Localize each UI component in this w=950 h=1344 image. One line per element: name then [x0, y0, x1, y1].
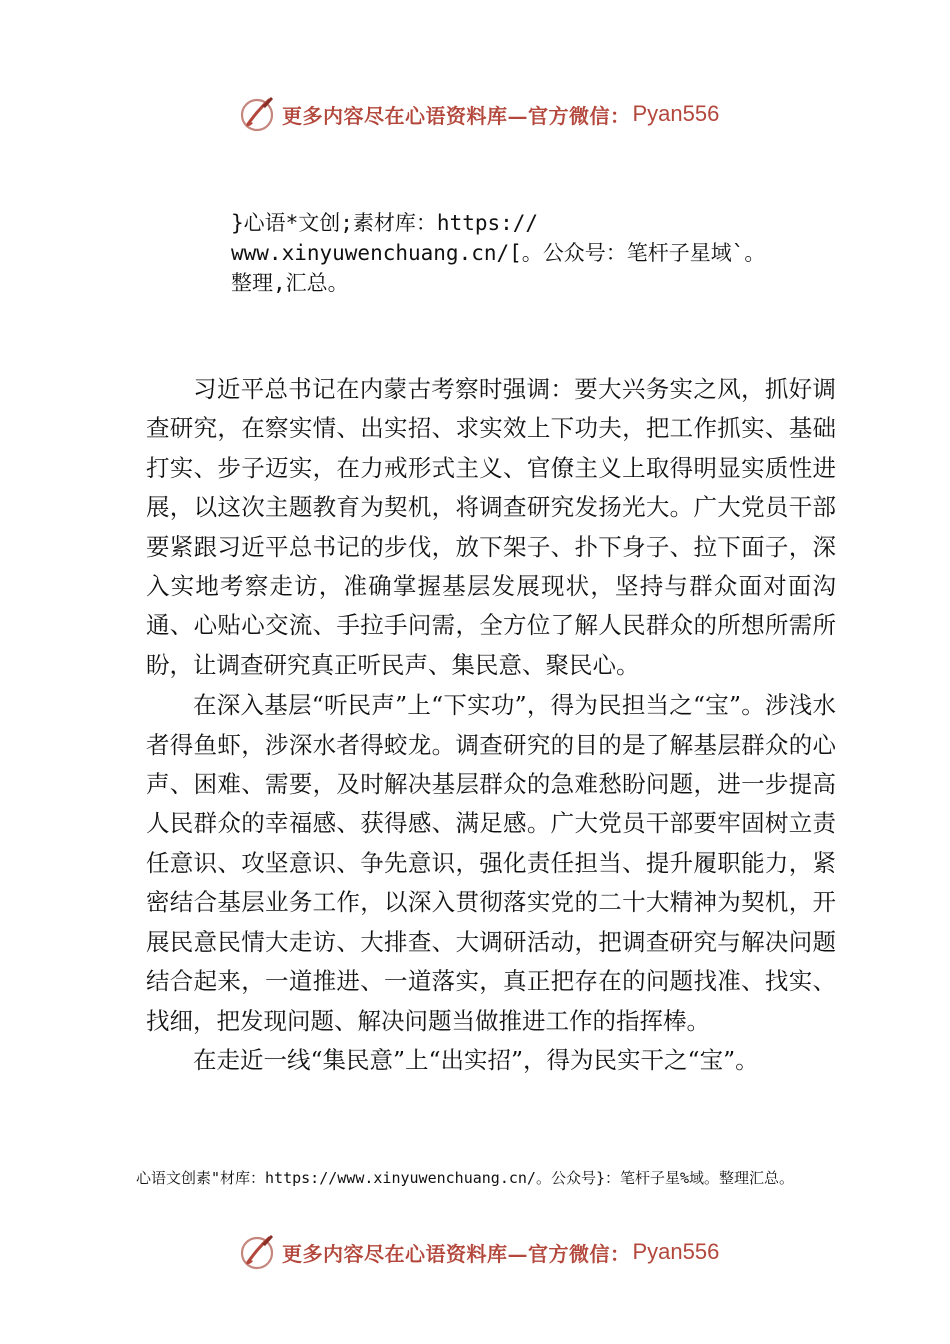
- banner-text: 更多内容尽在心语资料库—官方微信：: [282, 103, 631, 128]
- footer-banner: [238, 1230, 758, 1274]
- paragraph: 在走近一线“集民意”上“出实招”，得为民实干之“宝”。: [193, 1045, 759, 1074]
- brush-pen-logo-icon: [238, 94, 278, 134]
- wechat-id: Pyan556: [632, 101, 720, 126]
- source-note-line: www.xinyuwenchuang.cn/[。公众号：笔杆子星域`。: [231, 241, 766, 265]
- paragraph: 在深入基层“听民声”上“下实功”，得为民担当之“宝”。涉浅水者得鱼虾，涉深水者得蛟龙。调查研究的目的是了解基层群众的心声、困难、需要，及时解决基层群众的急难愁盼问题，进一步提高人民群众的幸福感、获得感、满足感。广大党员干部要牢固树立责任意识、攻坚意识、争先意识，强化责任担当、提升履职能力，紧密结合基层业务工作，以深入贯彻落实党的二十大精神为契机，开展民意民情大走访、大排查、大调研活动，把调查研究与解决问题结合起来，一道推进、一道落实，真正把存在的问题找准、找实、找细，把发现问题、解决问题当做推进工作的指挥棒。: [146, 691, 836, 1035]
- paragraph: 习近平总书记在内蒙古考察时强调：要大兴务实之风，抓好调查研究，在察实情、出实招、求实效上下功夫，把工作抓实、基础打实、步子迈实，在力戒形式主义、官僚主义上取得明显实质性进展，以这次主题教育为契机，将调查研究发扬光大。广大党员干部要紧跟习近平总书记的步伐，放下架子、扑下身子、拉下面子，深入实地考察走访，准确掌握基层发展现状，坚持与群众面对面沟通、心贴心交流、手拉手问需，全方位了解人民群众的所想所需所盼，让调查研究真正听民声、集民意、聚民心。: [146, 375, 836, 679]
- source-note-line: }心语*文创;素材库：https://: [231, 211, 539, 235]
- article-body: [146, 370, 836, 1080]
- source-note: [231, 208, 831, 298]
- header-banner: [238, 92, 758, 136]
- footer-source-note: 心语文创素"材库：https://www.xinyuwenchuang.cn/。公众号}：笔杆子星%域。整理汇总。: [136, 1169, 795, 1187]
- banner-text: 更多内容尽在心语资料库—官方微信：: [282, 1241, 631, 1266]
- wechat-id: Pyan556: [632, 1239, 720, 1264]
- brush-pen-logo-icon: [238, 1232, 278, 1272]
- source-note-line: 整理,汇总。: [231, 271, 349, 295]
